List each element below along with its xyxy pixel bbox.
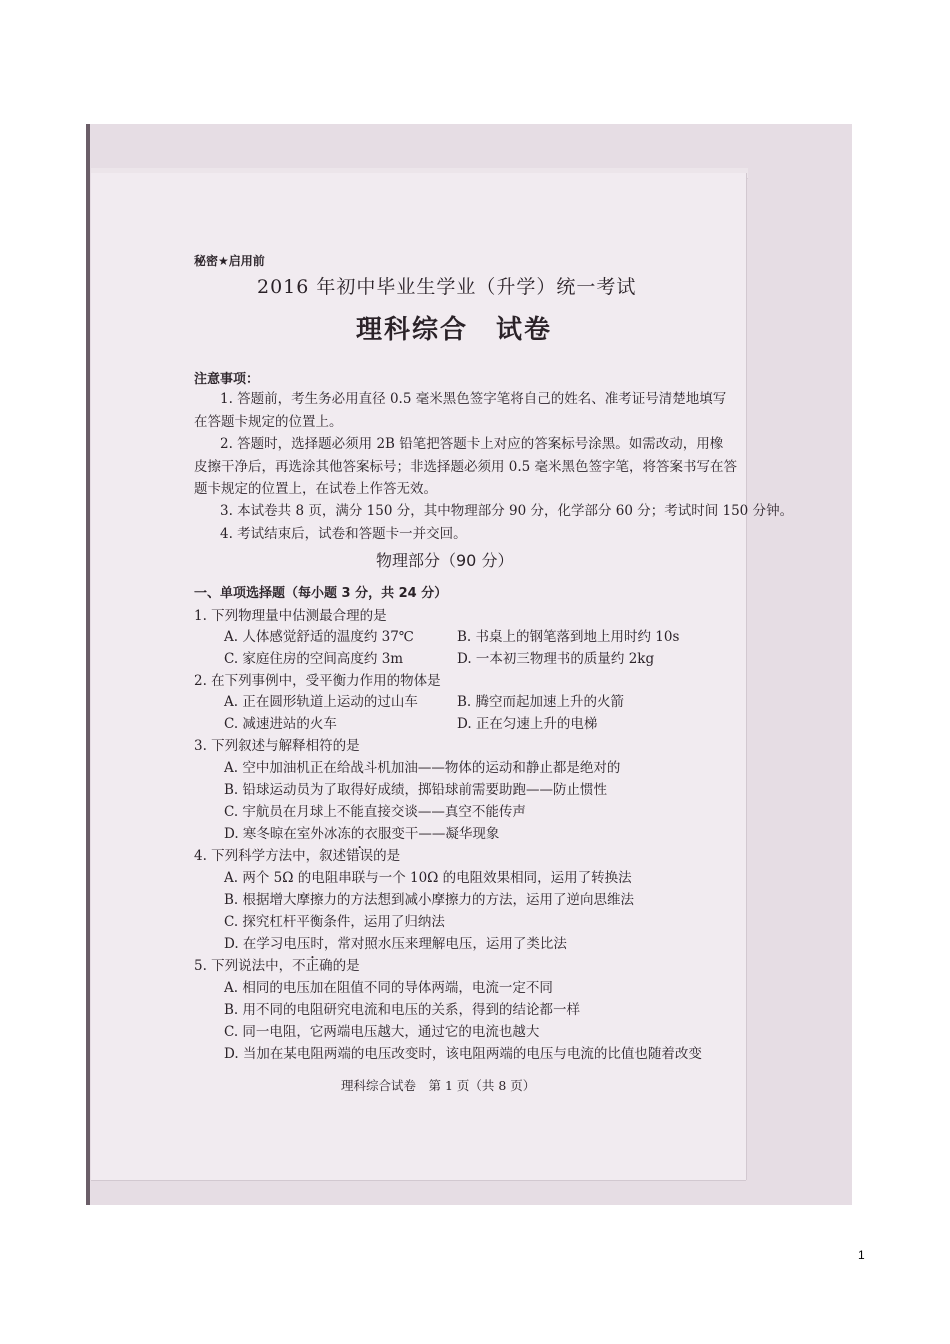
note-line: 1. 答题前，考生务必用直径 0.5 毫米黑色签字笔将自己的姓名、准考证号清楚地填写 <box>220 391 727 407</box>
notes-heading: 注意事项： <box>194 372 260 387</box>
question-option: D. 当加在某电阻两端的电压改变时，该电阻两端的电压与电流的比值也随着改变 <box>224 1046 702 1062</box>
emphasized-word: 不正确 <box>292 958 333 974</box>
question-option: C. 同一电阻，它两端电压越大，通过它的电流也越大 <box>224 1024 540 1040</box>
question-option: C. 家庭住房的空间高度约 3m <box>224 651 404 667</box>
question-option: C. 探究杠杆平衡条件，运用了归纳法 <box>224 914 445 930</box>
stem-text: 5. 下列说法中， <box>194 958 293 974</box>
note-line: 4. 考试结束后，试卷和答题卡一并交回。 <box>220 526 467 542</box>
question-option: B. 用不同的电阻研究电流和电压的关系，得到的结论都一样 <box>224 1002 581 1018</box>
question-option: A. 相同的电压加在阻值不同的导体两端，电流一定不同 <box>224 980 553 996</box>
page-number: 1 <box>858 1248 865 1262</box>
note-line: 题卡规定的位置上，在试卷上作答无效。 <box>194 481 437 497</box>
exam-sheet <box>91 173 794 1180</box>
question-option: D. 一本初三物理书的质量约 2kg <box>457 651 655 667</box>
part-heading: 一、单项选择题（每小题 3 分，共 24 分） <box>194 586 448 601</box>
page-footer: 理科综合试卷 第 1 页（共 8 页） <box>341 1078 536 1093</box>
question-option: A. 两个 5Ω 的电阻串联与一个 10Ω 的电阻效果相同，运用了转换法 <box>224 870 632 886</box>
question-option: A. 空中加油机正在给战斗机加油——物体的运动和静止都是绝对的 <box>224 760 621 776</box>
question-option: B. 根据增大摩擦力的方法想到减小摩擦力的方法，运用了逆向思维法 <box>224 892 635 908</box>
question-option: A. 正在圆形轨道上运动的过山车 <box>224 694 418 710</box>
question-stem <box>194 957 360 975</box>
note-line: 2. 答题时，选择题必须用 2B 铅笔把答题卡上对应的答案标号涂黑。如需改动，用橡 <box>220 436 724 452</box>
scanned-image <box>86 124 852 1205</box>
stem-text: 4. 下列科学方法中，叙述 <box>194 848 347 864</box>
emphasized-word: 错误 <box>346 848 374 864</box>
note-line: 皮擦干净后，再选涂其他答案标号；非选择题必须用 0.5 毫米黑色签字笔，将答案书写在答 <box>194 459 738 475</box>
scanner-edge <box>86 124 90 1205</box>
paper-title: 理科综合 试卷 <box>356 315 553 345</box>
section-title: 物理部分（90 分） <box>376 551 514 570</box>
note-line: 3. 本试卷共 8 页，满分 150 分，其中物理部分 90 分，化学部分 60 分；考试时间 150 分钟。 <box>220 503 794 519</box>
stem-text: 的是 <box>373 848 401 864</box>
note-line: 在答题卡规定的位置上。 <box>194 414 343 430</box>
question-stem: 1. 下列物理量中估测最合理的是 <box>194 608 387 624</box>
question-option: C. 减速进站的火车 <box>224 716 337 732</box>
stem-text: 的是 <box>332 958 360 974</box>
question-option: B. 铅球运动员为了取得好成绩，掷铅球前需要助跑——防止惯性 <box>224 782 608 798</box>
question-option: B. 腾空而起加速上升的火箭 <box>457 694 625 710</box>
question-option: D. 正在匀速上升的电梯 <box>457 716 598 732</box>
question-option: A. 人体感觉舒适的温度约 37℃ <box>224 629 414 645</box>
secret-label: 秘密★启用前 <box>194 254 265 268</box>
question-stem <box>194 847 400 865</box>
question-option: C. 宇航员在月球上不能直接交谈——真空不能传声 <box>224 804 526 820</box>
exam-content <box>91 173 794 1180</box>
question-option: D. 寒冬晾在室外冰冻的衣服变干——凝华现象 <box>224 826 500 842</box>
question-option: B. 书桌上的钢笔落到地上用时约 10s <box>457 629 680 645</box>
exam-title: 2016 年初中毕业生学业（升学）统一考试 <box>257 276 637 298</box>
question-stem: 3. 下列叙述与解释相符的是 <box>194 738 360 754</box>
question-stem: 2. 在下列事例中，受平衡力作用的物体是 <box>194 673 441 689</box>
question-option: D. 在学习电压时，常对照水压来理解电压，运用了类比法 <box>224 936 567 952</box>
